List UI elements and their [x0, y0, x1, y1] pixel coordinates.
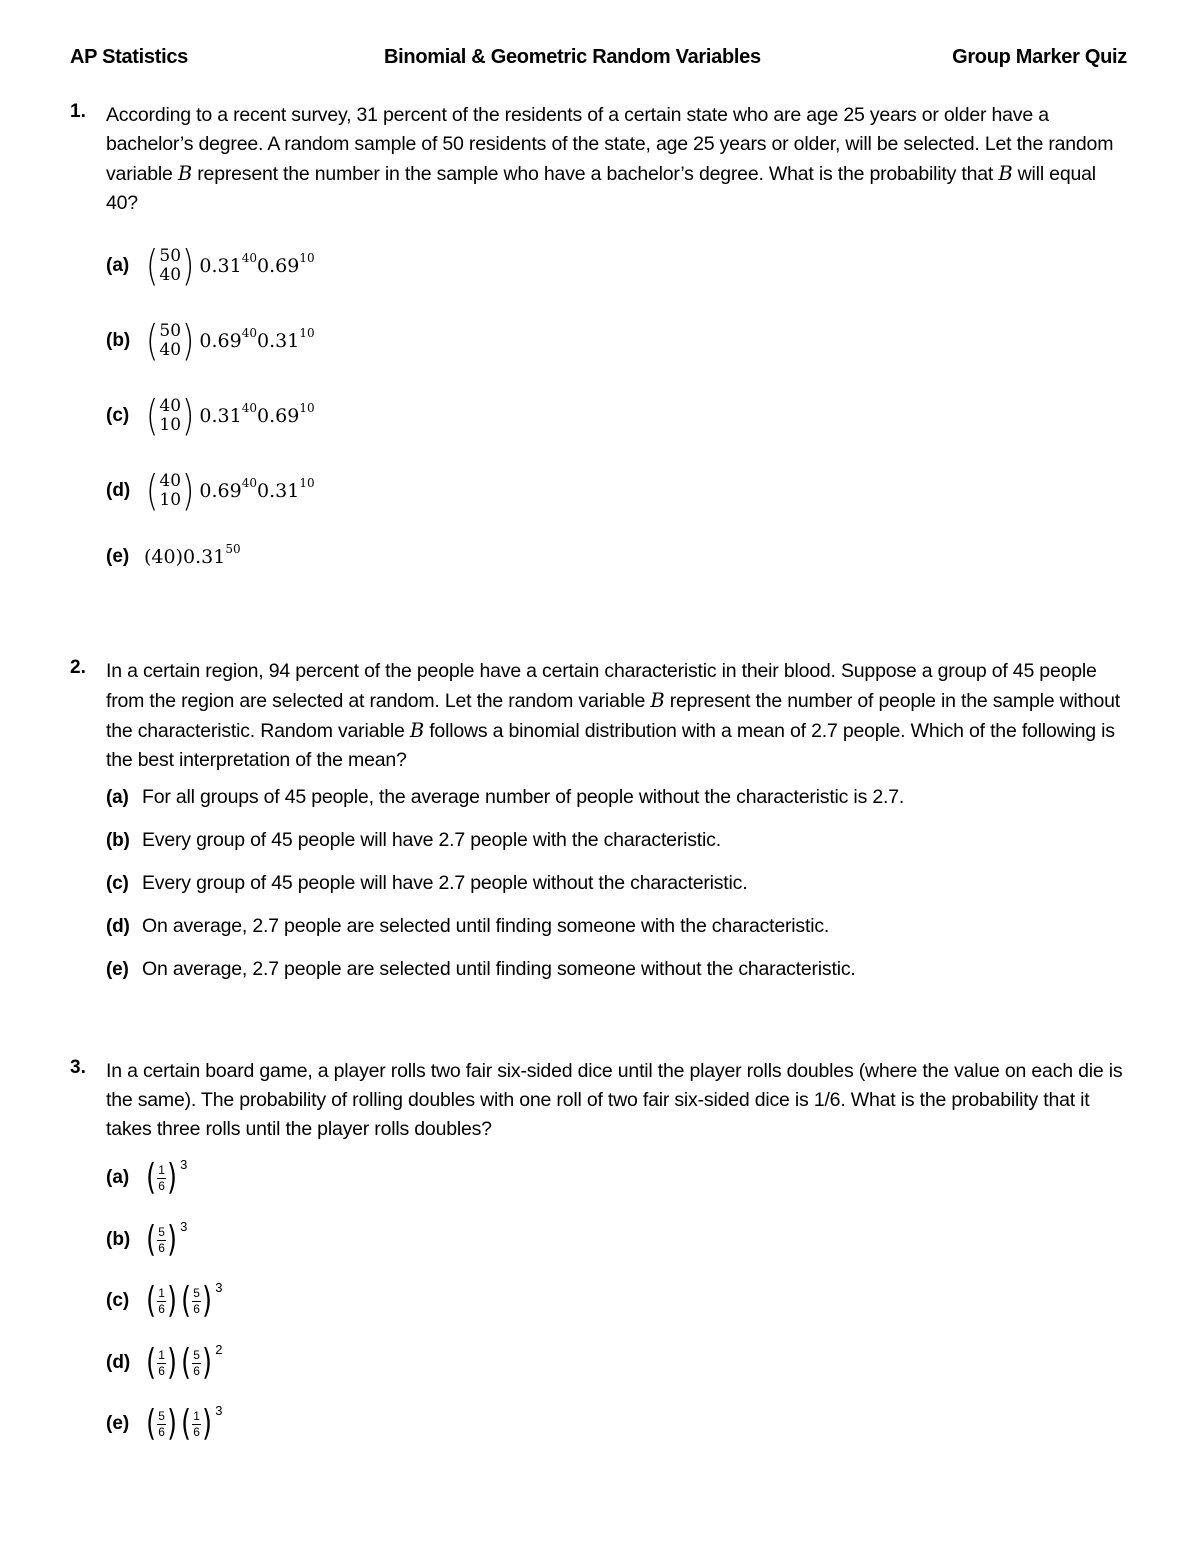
q3-option-d[interactable]: [106, 1341, 223, 1383]
q3-option-e[interactable]: [106, 1402, 223, 1444]
option-label: (c): [106, 405, 130, 426]
question-text: In a certain board game, a player rolls two fair six-sided dice until the player rolls doubles (where the value on each die is the same). The probability of rolling doubles with one roll of two fair six-sided dice is 1/6. What is the probability that it takes three rolls until the player rolls doubles?: [106, 1060, 1123, 1140]
option-expression: ( 40 10 ) 0.69 $^{40}$ 0.31 $^{10}$: [146, 466, 315, 515]
q1-option-b[interactable]: [106, 316, 315, 365]
option-expression: ( $\frac{1}{6}$ ) ( $\frac{5}{6}$ ) 2: [146, 1341, 223, 1383]
option-expression: ( 50 40 ) 0.69 $^{40}$ 0.31 $^{10}$: [146, 316, 315, 365]
q1-option-c[interactable]: [106, 391, 315, 440]
q2-option-a[interactable]: [106, 786, 904, 809]
q1-option-a[interactable]: [106, 241, 315, 290]
q3-option-b[interactable]: [106, 1218, 188, 1260]
question-number: 2.: [70, 657, 86, 678]
option-label: (d): [106, 916, 130, 937]
q2-option-e[interactable]: [106, 958, 856, 981]
option-label: (e): [106, 546, 130, 567]
q3-option-c[interactable]: [106, 1279, 223, 1321]
option-label: (c): [106, 873, 129, 894]
option-label: (e): [106, 959, 129, 980]
course-title: AP Statistics: [70, 46, 189, 68]
option-label: (a): [106, 787, 129, 808]
option-label: (a): [106, 255, 130, 276]
option-text: For all groups of 45 people, the average number of people without the characteristic is 2.7.: [142, 786, 905, 808]
option-text: Every group of 45 people will have 2.7 people with the characteristic.: [142, 829, 721, 851]
option-label: (d): [106, 1352, 131, 1373]
option-text: Every group of 45 people will have 2.7 people without the characteristic.: [142, 872, 748, 894]
quiz-topic: Binomial & Geometric Random Variables: [384, 46, 761, 68]
q2-option-d[interactable]: [106, 915, 829, 938]
option-text: On average, 2.7 people are selected until finding someone without the characteristic.: [142, 958, 856, 980]
option-label: (b): [106, 830, 130, 851]
q2-option-b[interactable]: [106, 829, 721, 852]
q2-option-c[interactable]: [106, 872, 747, 895]
option-text: On average, 2.7 people are selected until finding someone with the characteristic.: [142, 915, 830, 937]
q1-option-d[interactable]: [106, 466, 315, 515]
option-expression: ( $\frac{1}{6}$ ) 3: [146, 1156, 188, 1198]
q3-option-a[interactable]: [106, 1156, 188, 1198]
q1-option-e[interactable]: [106, 542, 241, 568]
option-label: (e): [106, 1413, 130, 1434]
option-expression: ( $\frac{5}{6}$ ) 3: [146, 1218, 188, 1260]
option-expression: ( $\frac{1}{6}$ ) ( $\frac{5}{6}$ ) 3: [146, 1279, 223, 1321]
question-number: 3.: [70, 1057, 86, 1078]
question-number: 1.: [70, 101, 86, 122]
option-label: (b): [106, 1229, 131, 1250]
question-text: According to a recent survey, 31 percent of the residents of a certain state who are age 25 years or older have a bachelor’s degree. A random sample of 50 residents of the state, age 25 years or older, will be selected. Let the random variable B represent the number in the sample who have a bachelor’s degree. What is the probability that B will equal 40?: [106, 104, 1114, 214]
option-label: (b): [106, 330, 131, 351]
option-expression: ( 40 10 ) 0.31 $^{40}$ 0.69 $^{10}$: [146, 391, 315, 440]
option-label: (d): [106, 480, 131, 501]
option-expression: (40)0.31 $^{50}$: [144, 542, 241, 568]
quiz-type: Group Marker Quiz: [952, 46, 1127, 68]
question-text: In a certain region, 94 percent of the people have a certain characteristic in their blood. Suppose a group of 45 people from the region are selected at random. Let the random variable B represent the number of people in the sample without the characteristic. Random variable B follows a binomial distribution with a mean of 2.7 people. Which of the following is the best interpretation of the mean?: [106, 660, 1120, 771]
option-label: (a): [106, 1167, 130, 1188]
option-label: (c): [106, 1290, 130, 1311]
option-expression: ( $\frac{5}{6}$ ) ( $\frac{1}{6}$ ) 3: [146, 1402, 223, 1444]
option-expression: ( 50 40 ) 0.31 $^{40}$ 0.69 $^{10}$: [146, 241, 315, 290]
